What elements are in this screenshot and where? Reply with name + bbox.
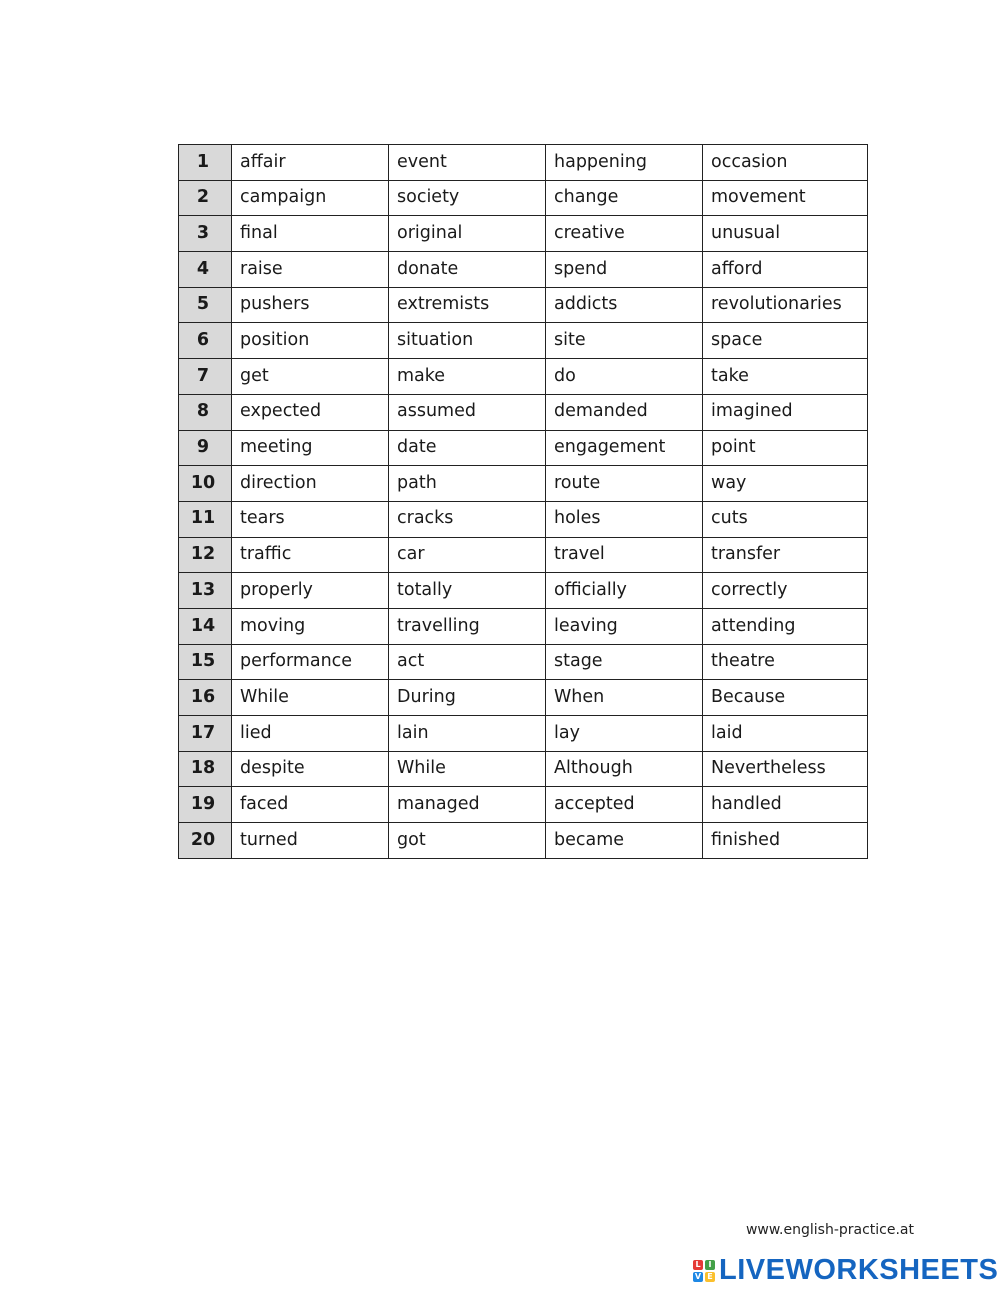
option-cell: take: [703, 359, 868, 395]
logo-square: V: [694, 1271, 702, 1281]
option-cell: expected: [232, 394, 389, 430]
option-cell: Nevertheless: [703, 751, 868, 787]
row-number: 4: [179, 252, 232, 288]
word-options-table: [178, 144, 868, 859]
option-cell: managed: [389, 787, 546, 823]
table-row: [179, 252, 868, 288]
row-number: 18: [179, 751, 232, 787]
logo-square: L: [693, 1260, 703, 1270]
option-cell: performance: [232, 644, 389, 680]
option-cell: position: [232, 323, 389, 359]
option-cell: lain: [389, 716, 546, 752]
row-number: 14: [179, 608, 232, 644]
row-number: 7: [179, 359, 232, 395]
option-cell: During: [389, 680, 546, 716]
option-cell: car: [389, 537, 546, 573]
option-cell: Because: [703, 680, 868, 716]
option-cell: event: [389, 145, 546, 181]
option-cell: act: [389, 644, 546, 680]
option-cell: happening: [546, 145, 703, 181]
row-number: 19: [179, 787, 232, 823]
option-cell: pushers: [232, 287, 389, 323]
option-cell: engagement: [546, 430, 703, 466]
table-row: [179, 145, 868, 181]
option-cell: moving: [232, 608, 389, 644]
option-cell: movement: [703, 180, 868, 216]
liveworksheets-brand: [693, 1256, 998, 1285]
option-cell: direction: [232, 466, 389, 502]
option-cell: space: [703, 323, 868, 359]
option-cell: occasion: [703, 145, 868, 181]
option-cell: imagined: [703, 394, 868, 430]
option-cell: officially: [546, 573, 703, 609]
option-cell: unusual: [703, 216, 868, 252]
option-cell: point: [703, 430, 868, 466]
table-row: [179, 787, 868, 823]
option-cell: handled: [703, 787, 868, 823]
option-cell: laid: [703, 716, 868, 752]
table-row: [179, 537, 868, 573]
table-body: [179, 145, 868, 859]
option-cell: get: [232, 359, 389, 395]
option-cell: leaving: [546, 608, 703, 644]
option-cell: situation: [389, 323, 546, 359]
option-cell: cracks: [389, 501, 546, 537]
table-row: [179, 359, 868, 395]
row-number: 9: [179, 430, 232, 466]
row-number: 16: [179, 680, 232, 716]
option-cell: meeting: [232, 430, 389, 466]
option-cell: afford: [703, 252, 868, 288]
table-row: [179, 716, 868, 752]
option-cell: When: [546, 680, 703, 716]
option-cell: final: [232, 216, 389, 252]
option-cell: revolutionaries: [703, 287, 868, 323]
option-cell: route: [546, 466, 703, 502]
option-cell: totally: [389, 573, 546, 609]
table-row: [179, 823, 868, 859]
table-row: [179, 323, 868, 359]
table-row: [179, 501, 868, 537]
option-cell: extremists: [389, 287, 546, 323]
row-number: 5: [179, 287, 232, 323]
option-cell: addicts: [546, 287, 703, 323]
table-row: [179, 466, 868, 502]
row-number: 8: [179, 394, 232, 430]
row-number: 17: [179, 716, 232, 752]
table-row: [179, 680, 868, 716]
logo-square: I: [705, 1260, 715, 1270]
option-cell: holes: [546, 501, 703, 537]
option-cell: cuts: [703, 501, 868, 537]
option-cell: society: [389, 180, 546, 216]
table-row: [179, 644, 868, 680]
option-cell: make: [389, 359, 546, 395]
row-number: 3: [179, 216, 232, 252]
option-cell: travelling: [389, 608, 546, 644]
row-number: 1: [179, 145, 232, 181]
option-cell: lay: [546, 716, 703, 752]
option-cell: While: [232, 680, 389, 716]
row-number: 2: [179, 180, 232, 216]
row-number: 13: [179, 573, 232, 609]
row-number: 12: [179, 537, 232, 573]
table-row: [179, 751, 868, 787]
option-cell: tears: [232, 501, 389, 537]
option-cell: turned: [232, 823, 389, 859]
option-cell: lied: [232, 716, 389, 752]
liveworksheets-logo-icon: [693, 1260, 715, 1282]
row-number: 15: [179, 644, 232, 680]
option-cell: accepted: [546, 787, 703, 823]
option-cell: way: [703, 466, 868, 502]
option-cell: date: [389, 430, 546, 466]
row-number: 10: [179, 466, 232, 502]
table-row: [179, 287, 868, 323]
row-number: 11: [179, 501, 232, 537]
table-row: [179, 216, 868, 252]
option-cell: demanded: [546, 394, 703, 430]
option-cell: Although: [546, 751, 703, 787]
option-cell: properly: [232, 573, 389, 609]
footer-url: www.english-practice.at: [745, 1222, 914, 1238]
option-cell: assumed: [389, 394, 546, 430]
option-cell: despite: [232, 751, 389, 787]
option-cell: affair: [232, 145, 389, 181]
option-cell: finished: [703, 823, 868, 859]
option-cell: traffic: [232, 537, 389, 573]
option-cell: stage: [546, 644, 703, 680]
option-cell: theatre: [703, 644, 868, 680]
option-cell: change: [546, 180, 703, 216]
option-cell: do: [546, 359, 703, 395]
logo-square: E: [705, 1272, 715, 1282]
table-row: [179, 573, 868, 609]
option-cell: spend: [546, 252, 703, 288]
option-cell: travel: [546, 537, 703, 573]
option-cell: While: [389, 751, 546, 787]
option-cell: site: [546, 323, 703, 359]
option-cell: became: [546, 823, 703, 859]
option-cell: attending: [703, 608, 868, 644]
option-cell: got: [389, 823, 546, 859]
option-cell: faced: [232, 787, 389, 823]
table-row: [179, 180, 868, 216]
option-cell: correctly: [703, 573, 868, 609]
option-cell: creative: [546, 216, 703, 252]
row-number: 6: [179, 323, 232, 359]
option-cell: donate: [389, 252, 546, 288]
option-cell: transfer: [703, 537, 868, 573]
option-cell: campaign: [232, 180, 389, 216]
table-row: [179, 394, 868, 430]
option-cell: path: [389, 466, 546, 502]
table-row: [179, 608, 868, 644]
brand-text: LIVEWORKSHEETS: [719, 1254, 999, 1286]
table-row: [179, 430, 868, 466]
option-cell: original: [389, 216, 546, 252]
option-cell: raise: [232, 252, 389, 288]
row-number: 20: [179, 823, 232, 859]
